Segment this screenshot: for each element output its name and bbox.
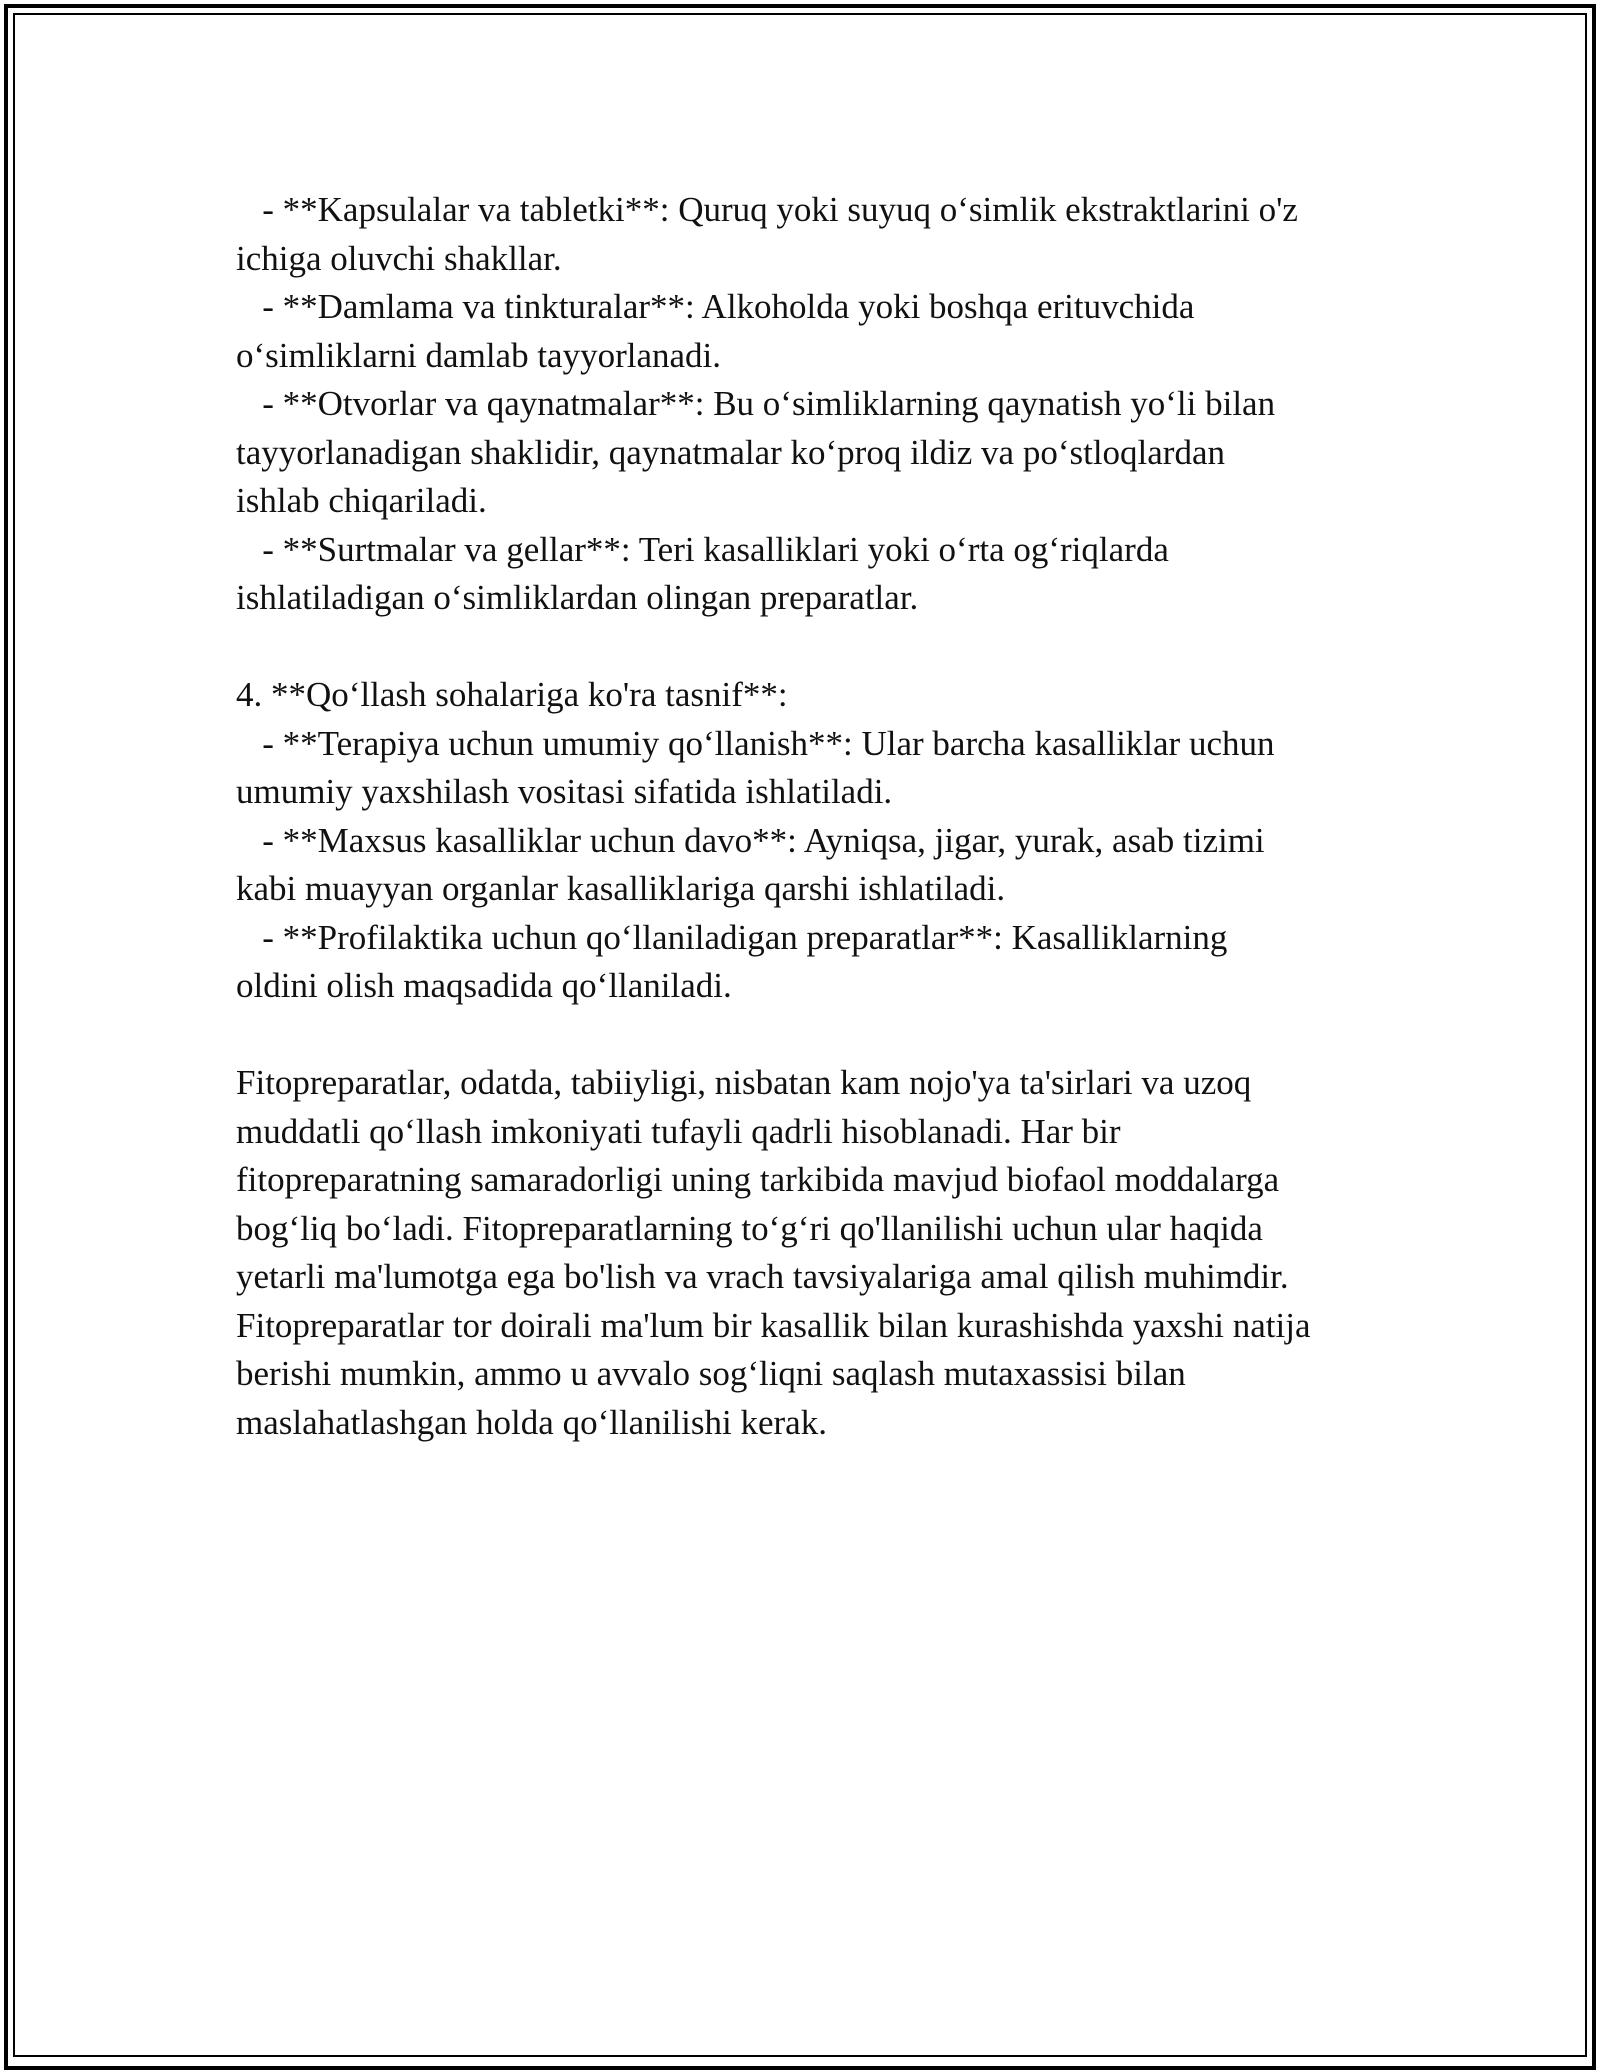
list-item-specific-diseases	[236, 817, 1416, 914]
text-line: Fitopreparatlar tor doirali ma'lum bir kasallik bilan kurashishda yaxshi natija	[236, 1305, 1311, 1345]
conclusion-paragraph	[236, 1059, 1416, 1447]
text-line: - **Otvorlar va qaynatmalar**: Bu o‘simliklarning qaynatish yo‘li bilan	[236, 384, 1276, 423]
paragraph-spacer	[236, 623, 1416, 672]
text-line: ichiga oluvchi shakllar.	[236, 238, 562, 278]
text-line: - **Kapsulalar va tabletki**: Quruq yoki suyuq o‘simlik ekstraktlarini o'z	[236, 190, 1298, 229]
paragraph-spacer	[236, 1011, 1416, 1060]
text-line: - **Terapiya uchun umumiy qo‘llanish**: Ular barcha kasalliklar uchun	[236, 723, 1275, 763]
text-line: kabi muayyan organlar kasalliklariga qarshi ishlatiladi.	[236, 869, 1006, 908]
text-line: muddatli qo‘llash imkoniyati tufayli qadrli hisoblanadi. Har bir	[236, 1111, 1121, 1151]
text-line: - **Damlama va tinkturalar**: Alkoholda yoki boshqa erituvchida	[236, 287, 1195, 326]
list-item-general-therapy	[236, 720, 1416, 817]
section-heading: 4. **Qo‘llash sohalariga ko'ra tasnif**:	[236, 675, 788, 714]
list-item-prophylaxis	[236, 914, 1416, 1011]
text-line: fitopreparatning samaradorligi uning tarkibida mavjud biofaol moddalarga	[236, 1160, 1280, 1199]
text-line: maslahatlashgan holda qo‘llanilishi kerak.	[236, 1402, 827, 1442]
text-line: bog‘liq bo‘ladi. Fitopreparatlarning to‘g‘ri qo'llanilishi uchun ular haqida	[236, 1208, 1263, 1248]
text-line: ishlatiladigan o‘simliklardan olingan preparatlar.	[236, 578, 919, 617]
list-item-ointments	[236, 526, 1416, 623]
text-line: o‘simliklarni damlab tayyorlanadi.	[236, 335, 722, 375]
text-line: yetarli ma'lumotga ega bo'lish va vrach tavsiyalariga amal qilish muhimdir.	[236, 1257, 1289, 1296]
text-line: tayyorlanadigan shaklidir, qaynatmalar ko‘proq ildiz va po‘stloqlardan	[236, 432, 1225, 472]
list-item-capsules	[236, 186, 1416, 283]
text-line: - **Surtmalar va gellar**: Teri kasalliklari yoki o‘rta og‘riqlarda	[236, 529, 1169, 569]
text-line: - **Maxsus kasalliklar uchun davo**: Ayniqsa, jigar, yurak, asab tizimi	[236, 820, 1265, 860]
text-line: - **Profilaktika uchun qo‘llaniladigan preparatlar**: Kasalliklarning	[236, 917, 1228, 957]
text-line: berishi mumkin, ammo u avvalo sog‘liqni saqlash mutaxassisi bilan	[236, 1354, 1186, 1393]
text-line: ishlab chiqariladi.	[236, 481, 487, 520]
list-item-decoctions	[236, 380, 1416, 526]
document-body	[236, 186, 1416, 1447]
text-line: umumiy yaxshilash vositasi sifatida ishlatiladi.	[236, 772, 893, 811]
text-line: Fitopreparatlar, odatda, tabiiyligi, nisbatan kam nojo'ya ta'sirlari va uzoq	[236, 1063, 1252, 1102]
list-item-infusions	[236, 283, 1416, 380]
text-line: oldini olish maqsadida qo‘llaniladi.	[236, 966, 732, 1005]
